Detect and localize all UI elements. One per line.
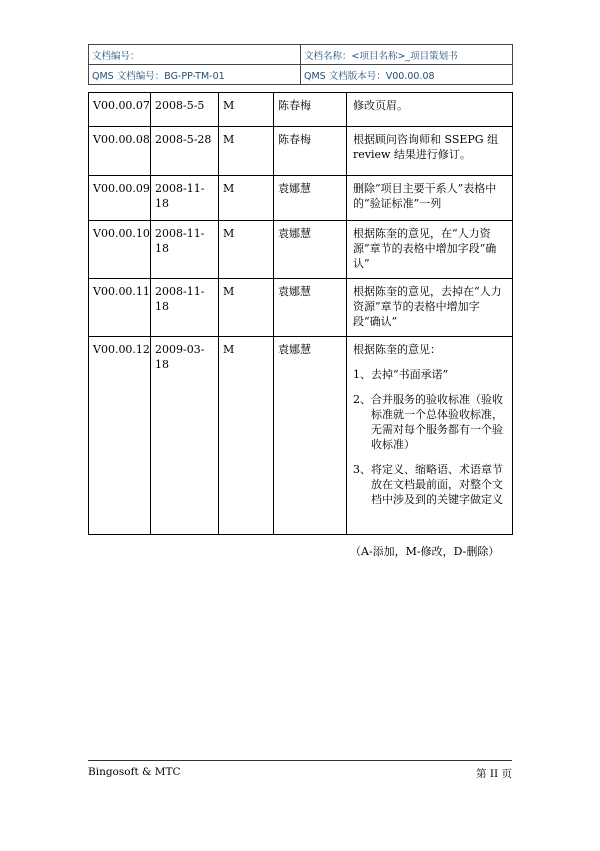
step-number: 2、	[353, 393, 371, 406]
version-cell: V00.00.11	[89, 279, 151, 337]
change-type-legend: （A-添加，M-修改，D-删除）	[350, 545, 500, 558]
type-cell: M	[219, 176, 274, 221]
step-number: 1、	[353, 368, 371, 381]
table-row	[89, 176, 513, 221]
step-text: 将定义、缩略语、术语章节放在文档最前面，对整个文档中涉及到的关键字做定义	[371, 463, 503, 506]
type-cell: M	[219, 221, 274, 279]
change-cell: 根据陈奎的意见，在“人力资源”章节的表格中增加字段“确认”	[347, 221, 513, 279]
version-cell: V00.00.09	[89, 176, 151, 221]
change-step	[353, 392, 504, 452]
change-cell	[347, 337, 513, 535]
footer-divider	[88, 760, 512, 761]
date-cell: 2008-11-18	[151, 279, 219, 337]
table-row	[89, 127, 513, 176]
footer-page-number: 第 II 页	[476, 768, 512, 780]
change-step	[353, 462, 504, 507]
table-row	[89, 221, 513, 279]
step-text: 去掉“书面承诺”	[371, 368, 449, 381]
footer-company: Bingosoft & MTC	[88, 766, 181, 778]
step-text: 合并服务的验收标准（验收标准就一个总体验收标准，无需对每个服务都有一个验收标准）	[371, 393, 503, 451]
author-cell: 袁娜慧	[274, 279, 347, 337]
author-cell: 袁娜慧	[274, 337, 347, 535]
change-cell: 根据陈奎的意见，去掉在“人力资源”章节的表格中增加字段“确认”	[347, 279, 513, 337]
date-cell: 2008-11-18	[151, 176, 219, 221]
change-cell: 根据顾问咨询师和 SSEPG 组 review 结果进行修订。	[347, 127, 513, 176]
change-cell: 修改页眉。	[347, 93, 513, 127]
revision-history-table	[88, 92, 513, 535]
date-cell: 2008-5-5	[151, 93, 219, 127]
type-cell: M	[219, 93, 274, 127]
qms-number-label: QMS 文档编号：BG-PP-TM-01	[89, 65, 301, 85]
type-cell: M	[219, 337, 274, 535]
table-row	[89, 279, 513, 337]
version-cell: V00.00.12	[89, 337, 151, 535]
qms-version-label: QMS 文档版本号：V00.00.08	[301, 65, 513, 85]
table-row	[89, 93, 513, 127]
version-cell: V00.00.10	[89, 221, 151, 279]
document-header-table	[88, 44, 513, 85]
author-cell: 陈春梅	[274, 93, 347, 127]
doc-number-label: 文档编号：	[89, 45, 301, 65]
doc-name-label: 文档名称：<项目名称>_项目策划书	[301, 45, 513, 65]
author-cell: 袁娜慧	[274, 221, 347, 279]
author-cell: 袁娜慧	[274, 176, 347, 221]
date-cell: 2009-03-18	[151, 337, 219, 535]
version-cell: V00.00.07	[89, 93, 151, 127]
date-cell: 2008-11-18	[151, 221, 219, 279]
change-cell: 删除“项目主要干系人”表格中的“验证标准”一列	[347, 176, 513, 221]
change-step	[353, 367, 504, 382]
author-cell: 陈春梅	[274, 127, 347, 176]
date-cell: 2008-5-28	[151, 127, 219, 176]
change-intro: 根据陈奎的意见：	[353, 343, 441, 356]
type-cell: M	[219, 127, 274, 176]
step-number: 3、	[353, 463, 371, 476]
type-cell: M	[219, 279, 274, 337]
table-row	[89, 337, 513, 535]
version-cell: V00.00.08	[89, 127, 151, 176]
